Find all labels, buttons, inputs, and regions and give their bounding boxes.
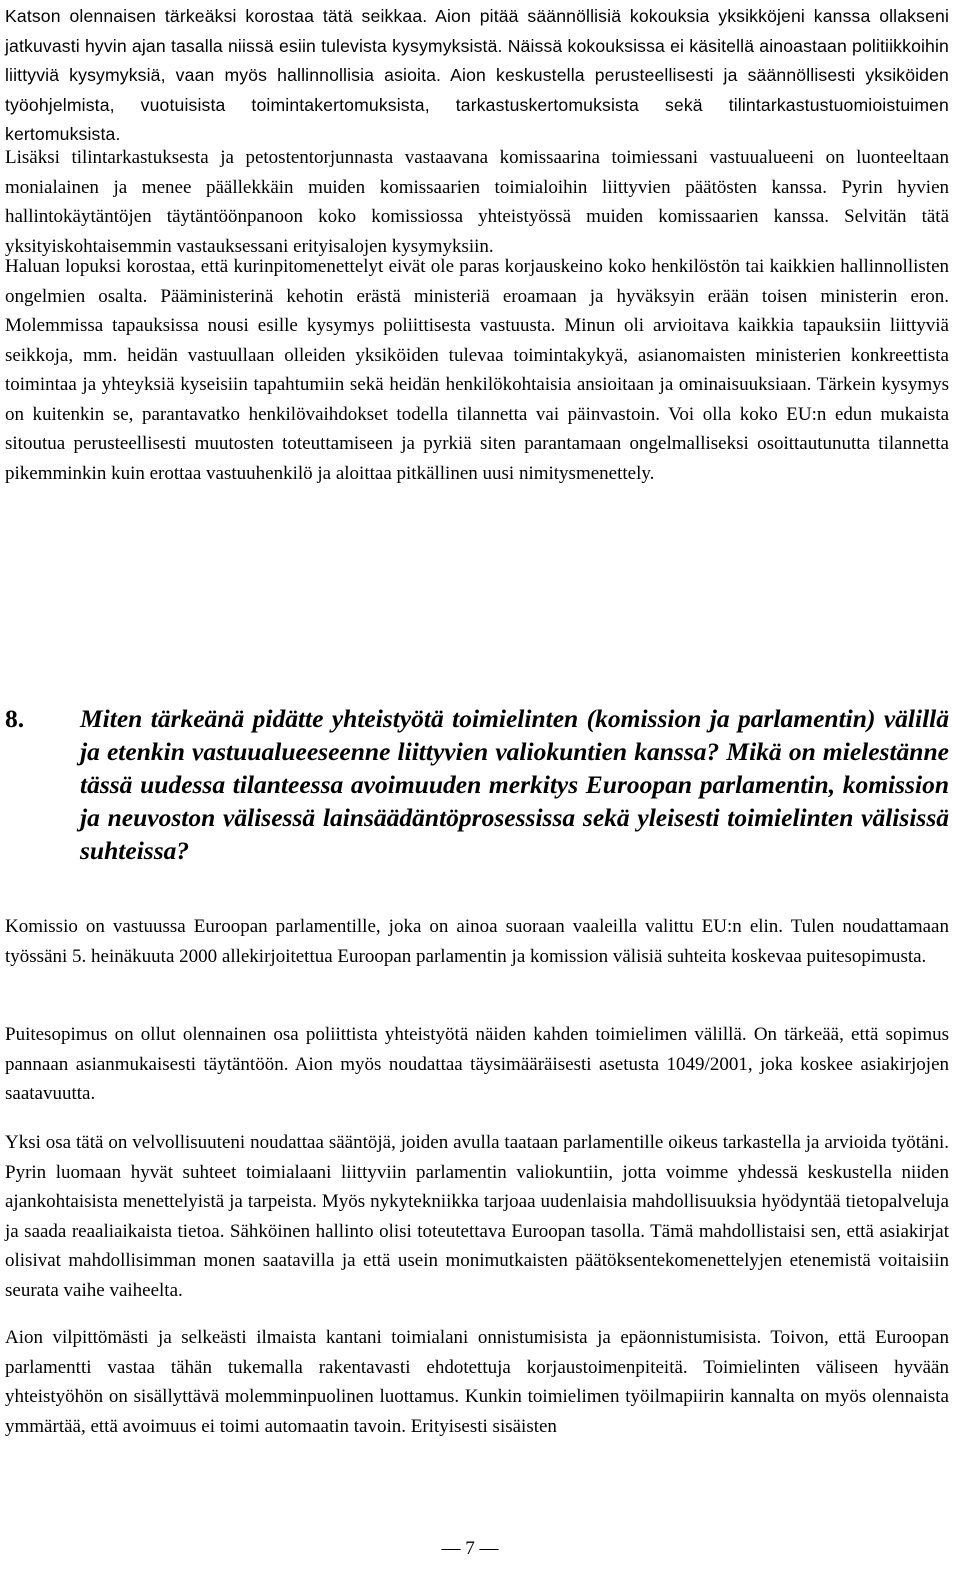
page-number-text: — 7 — xyxy=(441,1538,499,1559)
question-text: Miten tärkeänä pidätte yhteistyötä toimielinten (komission ja parlamentin) välillä ja etenkin vastuualueeseenne liittyvien valiokuntien kanssa? Mikä on mielestänne tässä uudessa tilanteessa avoimuuden merkitys Euroopan parlamentin, komission ja neuvoston välisessä lainsäädäntöprosessissa sekä yleisesti toimielinten välisissä suhteissa? xyxy=(80,704,949,865)
answer-paragraph-framework: Puitesopimus on ollut olennainen osa poliittista yhteistyötä näiden kahden toimielimen välillä. On tärkeää, että sopimus pannaan asianmukaisesti täytäntöön. Aion myös noudattaa täysimääräisesti asetusta 1049/2001, joka koskee asiakirjojen saatavuutta. xyxy=(5,1024,949,1104)
paragraph-audit-portfolio: Lisäksi tilintarkastuksesta ja petostentorjunnasta vastaavana komissaarina toimiessani vastuualueeni on luonteeltaan monialainen ja menee päällekkäin muiden komissaarien toimialoihin liittyvien päätösten kanssa. Pyrin hyvien hallintokäytäntöjen täytäntöönpanoon koko komissiossa yhteistyössä muiden komissaarien kanssa. Selvitän tätä yksityiskohtaisemmin vastauksessani erityisalojen kysymyksiin. xyxy=(5,147,949,257)
page-number xyxy=(5,1538,949,1560)
answer-paragraph-transparency: Aion vilpittömästi ja selkeästi ilmaista kantani toimialani onnistumisista ja epäonnistumisista. Toivon, että Euroopan parlamentti vastaa tähän tukemalla rakentavasti ehdotettuja korjaustoimenpiteitä. Toimielinten väliseen hyvään yhteistyöhön on sisällyttävä molemminpuolinen luottamus. Kunkin toimielimen työilmapiirin kannalta on myös olennaista ymmärtää, että avoimuus ei toimi automaatin tavoin. Erityisesti sisäisten xyxy=(5,1327,949,1437)
paragraph-meetings: Katson olennaisen tärkeäksi korostaa tätä seikkaa. Aion pitää säännöllisiä kokouksia yksikköjeni kanssa ollakseni jatkuvasti hyvin ajan tasalla niissä esiin tulevista kysymyksistä. Näissä kokouksissa ei käsitellä ainoastaan politiikkoihin liittyviä kysymyksiä, vaan myös hallinnollisia asioita. Aion keskustella perusteellisesti ja säännöllisesti yksiköiden työohjelmista, vuotuisista toimintakertomuksista, tarkastuskertomuksista sekä tilintarkastustuomioistuimen kertomuksista. xyxy=(5,6,949,144)
paragraph-disciplinary: Haluan lopuksi korostaa, että kurinpitomenettelyt eivät ole paras korjauskeino koko henkilöstön tai kaikkien hallinnollisten ongelmien osalta. Pääministerinä kehotin erästä ministeriä eroamaan ja hyväksyin erään toisen ministerin eron. Molemmissa tapauksissa nousi esille kysymys poliittisesta vastuusta. Minun oli arvioitava kaikkia tapauksiin liittyviä seikkoja, mm. heidän vastuullaan olleiden yksiköiden tulevaa toimintakykyä, asianomaisten ministerien konkreettista toimintaa ja yhteyksiä kyseisiin tapahtumiin sekä heidän henkilökohtaisia ansioitaan ja ominaisuuksiaan. Tärkein kysymys on kuitenkin se, parantavatko henkilövaihdokset todella tilannetta vai päinvastoin. Voi olla koko EU:n edun mukaista sitoutua perusteellisesti muutosten toteuttamiseen ja pyrkiä siten parantamaan ongelmalliseksi osoittautunutta tilannetta pikemminkin kuin erottaa vastuuhenkilö ja aloittaa pitkällinen uusi nimitysmenettely. xyxy=(5,256,949,484)
question-heading xyxy=(5,702,949,867)
answer-paragraph-committees: Yksi osa tätä on velvollisuuteni noudattaa sääntöjä, joiden avulla taataan parlamentille oikeus tarkastella ja arvioida työtäni. Pyrin luomaan hyvät suhteet toimialaani liittyviin parlamentin valiokuntiin, jotta voimme yhdessä keskustella niiden ajankohtaisista menettelyistä ja tarpeista. Myös nykytekniikka tarjoaa uudenlaisia mahdollisuuksia hyödyntää tietopalveluja ja saada reaaliaikaista tietoa. Sähköinen hallinto olisi toteutettava Euroopan tasolla. Tämä mahdollistaisi sen, että asiakirjat olisivat mahdollisimman monen saatavilla ja että usein monimutkaisten päätöksentekomenettelyjen etenemistä voitaisiin seurata vaihe vaiheelta. xyxy=(5,1132,949,1301)
answer-paragraph-parliament: Komissio on vastuussa Euroopan parlamentille, joka on ainoa suoraan vaaleilla valittu EU:n elin. Tulen noudattamaan työssäni 5. heinäkuuta 2000 allekirjoitettua Euroopan parlamentin ja komission välisiä suhteita koskevaa puitesopimusta. xyxy=(5,916,949,967)
question-number: 8. xyxy=(5,704,25,733)
